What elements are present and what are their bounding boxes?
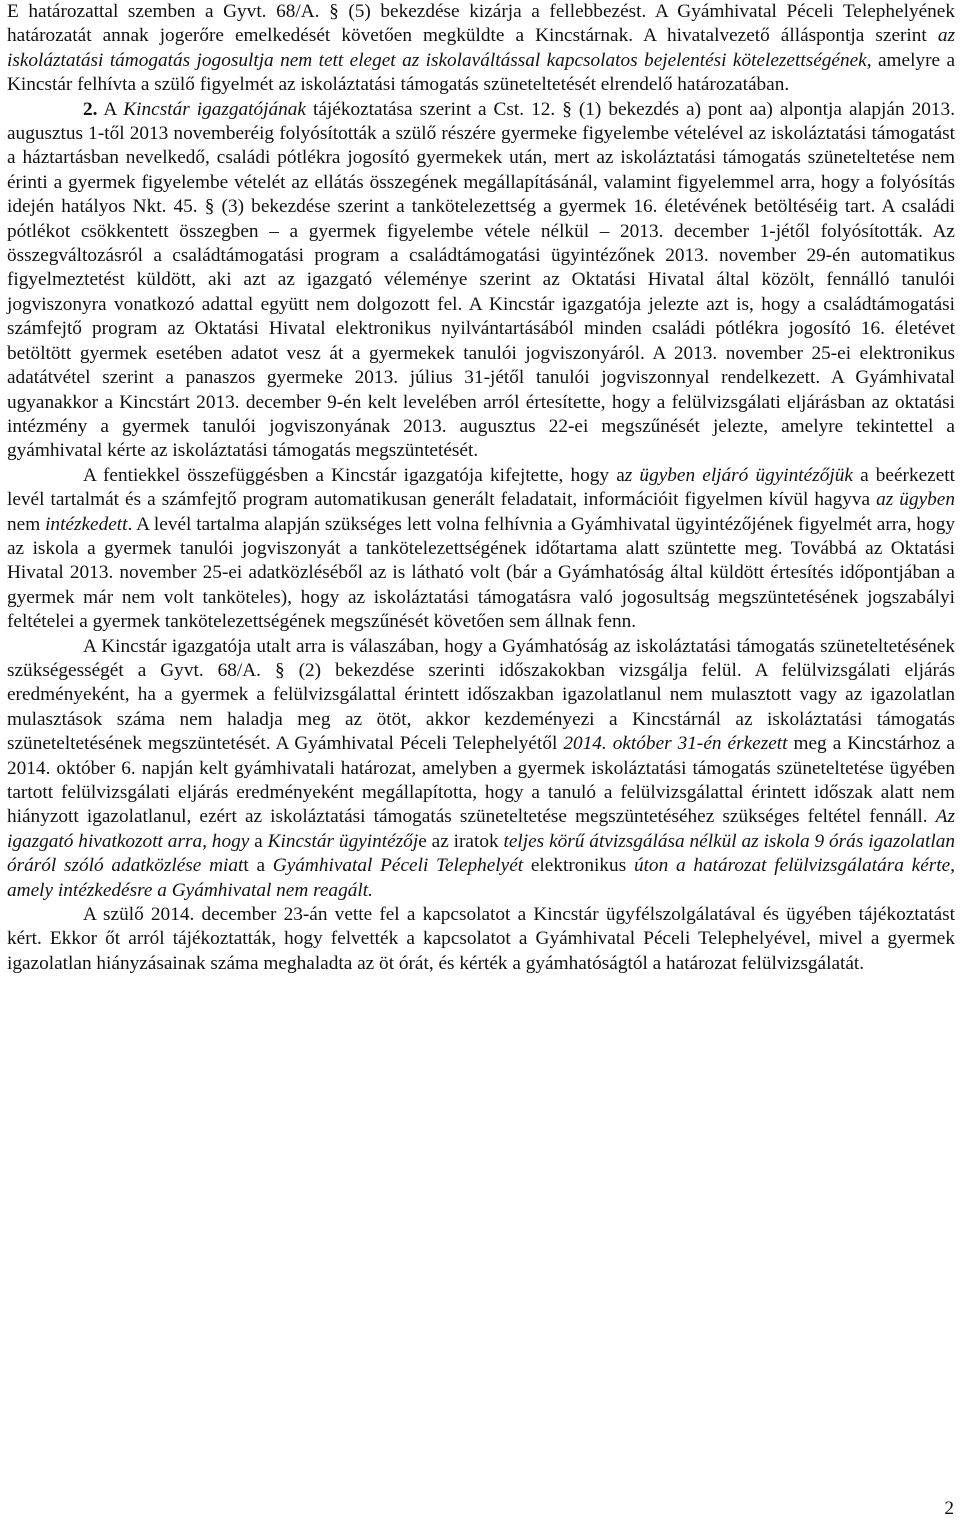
text-run: nem [7, 513, 46, 535]
text-run: , amelyre a Kincstár felhívta a szülő figyelmét az iskoláztatási támogatás szüneteltetését elrendelő határozatában. [7, 49, 955, 96]
text-run: A [97, 98, 124, 120]
page-number: 2 [944, 1498, 954, 1519]
text-run: a beérkezett levél tartalmát és a számfejtő program automatikusan generált feladatait, információit figyelmen kívül hagyva [7, 464, 955, 511]
text-run: A fentiekkel összefüggésben a Kincstár igazgatója kifejtette, hogy a [83, 464, 625, 486]
italic-run: 2014. október 31-én érkezett [563, 733, 788, 755]
text-run: e az iratok [418, 830, 504, 852]
paragraph-5 [7, 903, 955, 976]
paragraph-3 [7, 464, 955, 635]
paragraph-4 [7, 635, 955, 903]
text-run: a [249, 830, 268, 852]
text-run: E határozattal szemben a Gyvt. 68/A. § (5) bekezdése kizárja a fellebbezést. A Gyámhivatal Péceli Telephelyének határozatát annak jogerőre emelkedését követően megküldte a Kincstárnak. A hivatalvezető álláspontja szerint [7, 1, 955, 47]
italic-run: z ügyben eljáró ügyintézőjük [624, 464, 853, 486]
text-run: elektronikus [523, 855, 634, 877]
italic-run: az ügyben [876, 489, 955, 511]
italic-run: úton a határozat felülvizsgálatára kérte, amely intézkedésre a Gyámhivatal nem reagált. [7, 855, 955, 901]
italic-run: teljes körű átvizsgálása nélkül az iskola 9 órás igazolatlan óráról szóló adatközlése miat [7, 830, 955, 877]
text-run: A Kincstár igazgatója utalt arra is válaszában, hogy a Gyámhatóság az iskoláztatási támogatás szüneteltetésének szükségességét a Gyvt. 68/A. § (2) bekezdése szerinti időszakokban vizsgálja felül. A felülvizsgálati eljárás eredményeként, ha a gyermek a felülvizsgálattal érintett időszakban igazolatlanul nem mulasztott vagy az igazolatlan mulasztások száma nem haladja meg az ötöt, akkor kezdeményezi a Kincstárnál az iskoláztatási támogatás szüneteltetésének megszüntetését. A Gyámhivatal Péceli Telephelyétől [7, 635, 955, 755]
bold-run: 2. [83, 98, 98, 120]
text-run: tájékoztatása szerint a Cst. 12. § (1) bekezdés a) pont aa) alpontja alapján 2013. augusztus 1-től 2013 novemberéig folyósították a szülő részére gyermeke figyelembe vételével az iskoláztatási támogatást a háztartásban nevelkedő, családi pótlékra jogosító gyermekek után, mert az iskoláztatási támogatás szüneteltetése nem érinti a gyermek figyelembe vételét az ellátás összegének megállapításánál, valamint figyelemmel arra, hogy a folyósítás idején hatályos Nkt. 45. § (3) bekezdése szerint a tankötelezettség a gyermek 16. életévének betöltéséig tart. A családi pótlékot csökkentett összegben – a gyermek figyelembe vétele nélkül – 2013. december 1-jétől folyósították. Az összegváltozásról a családtámogatási program a családtámogatási ügyintézőnek 2013. november 29-én automatikus figyelmeztetést küldött, aki azt az igazgató véleménye szerint az Oktatási Hivatal által közölt, fennálló tanulói jogviszonyra vonatkozó adattal együtt nem dolgozott fel. A Kincstár igazgatója jelezte azt is, hogy a családtámogatási számfejtő program az Oktatási Hivatal elektronikus nyilvántartásából minden családi pótlékra jogosító 16. életévet betöltött gyermek esetében adatot vesz át a gyermekek tanulói jogviszonyáról. A 2013. november 25-ei elektronikus adatátvétel szerint a panaszos gyermeke 2013. július 31-jétől tanulói jogviszonnyal rendelkezett. A Gyámhivatal ugyanakkor a Kincstárt 2013. december 9-én kelt levelében arról értesítette, hogy a felülvizsgálati eljárásban az oktatási intézmény a gyermek tanulói jogviszonyának 2013. augusztus 22-ei megszűnését jelezte, amelyre tekintettel a gyámhivatal kérte az iskoláztatási támogatás megszüntetését. [7, 98, 956, 462]
text-run: A szülő 2014. december 23-án vette fel a kapcsolatot a Kincstár ügyfélszolgálatával és ügyében tájékoztatást kért. Ekkor őt arról tájékoztatták, hogy felvették a kapcsolatot a Gyámhivatal Péceli Telephelyével, mivel a gyermek igazolatlan hiányzásainak száma meghaladta az öt órát, és kérték a gyámhatóságtól a határozat felülvizsgálatát. [7, 904, 955, 974]
italic-run: az iskoláztatási támogatás jogosultja nem tett eleget az iskolaváltással kapcsolatos bejelentési kötelezettségének [7, 25, 955, 71]
paragraph-1 [7, 0, 955, 98]
text-run: . A levél tartalma alapján szükséges lett volna felhívnia a Gyámhivatal ügyintézőjének figyelmét arra, hogy az iskola a gyermek tanulói jogviszonyát a tankötelezettségének időtartama alatt szüntette meg. Továbbá az Oktatási Hivatal 2013. november 25-ei adatközléséből az is látható volt (bár a Gyámhatóság által küldött értesítés időpontjában a gyermek már nem volt tanköteles), hogy az iskoláztatási támogatásra való jogosultság megszüntetésének jogszabályi feltételei a gyermek tankötelezettségének megszűnését követően sem állnak fenn. [7, 513, 955, 633]
italic-run: Kincstár ügyintézőj [267, 830, 419, 852]
text-run: t a [243, 855, 273, 877]
document-page [7, 0, 955, 976]
italic-run: Kincstár igazgatójának [123, 98, 306, 120]
italic-run: Gyámhivatal Péceli Telephelyét [272, 855, 524, 877]
italic-run: intézkedett [45, 513, 128, 535]
paragraph-2 [7, 98, 955, 464]
italic-run: Az igazgató hivatkozott arra, hogy [7, 806, 955, 852]
text-run: meg a Kincstárhoz a 2014. október 6. napján kelt gyámhivatali határozat, amelyben a gyermek iskoláztatási támogatás szüneteltetése ügyében tartott felülvizsgálati eljárás eredményeként megállapította, hogy a tanuló a felülvizsgálattal érintett időszak alatt nem hiányzott igazolatlanul, ezért az iskoláztatási támogatás szüneteltetése megszüntetéséhez szükséges feltétel fennáll. [7, 733, 955, 828]
